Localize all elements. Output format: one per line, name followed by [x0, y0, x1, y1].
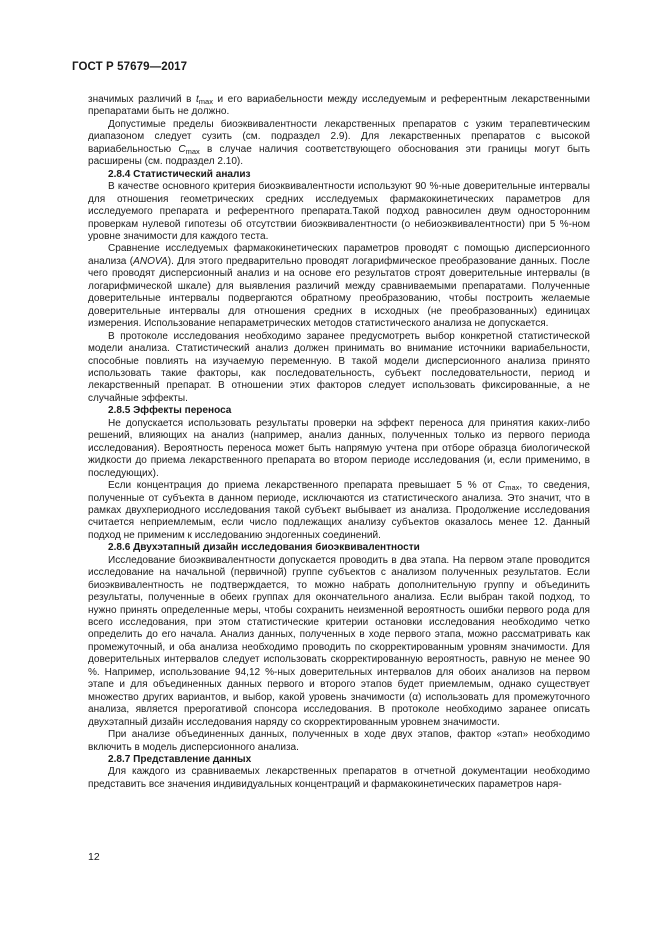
paragraph: Допустимые пределы биоэквивалентности лекарственных препаратов с узким терапевтическим диапазоном следует сузить (см. подраздел 2.9). Для лекарственных препаратов с высокой вариабельностью $C_{max}$ в случае наличия соответствующего обоснования эти границы могут быть расширены (см. подраздел 2.10). — [88, 118, 590, 168]
paragraph: Для каждого из сравниваемых лекарственных препаратов в отчетной документации необходимо представить все значения индивидуальных концентраций и фармакокинетических параметров наря- — [88, 766, 590, 790]
page-number: 12 — [88, 851, 100, 863]
section-heading: 2.8.7 Представление данных — [108, 754, 252, 766]
section-heading: 2.8.5 Эффекты переноса — [108, 405, 232, 417]
standard-header: ГОСТ Р 57679—2017 — [72, 61, 188, 73]
paragraph: При анализе объединенных данных, полученных в ходе двух этапов, фактор «этап» необходимо включить в модель дисперсионного анализа. — [88, 729, 590, 753]
body-text — [88, 94, 590, 791]
section-heading: 2.8.4 Статистический анализ — [108, 168, 251, 180]
paragraph: Исследование биоэквивалентности допускается проводить в два этапа. На первом этапе проводится исследование на начальной (первичной) группе субъектов с анализом полученных результатов. Если биоэквивалентность не подтверждается, то можно набрать дополнительную группу и объединить результаты, полученные в обеих группах для окончательного анализа. Если выбран такой подход, то нужно принять определенные меры, чтобы сохранить неизменной вероятность ошибки первого рода для всего исследования, при этом статистические критерии остановки исследования необходимо четко определить до его начала. Анализ данных, полученных в ходе первого этапа, можно рассматривать как промежуточный, и оба анализа необходимо проводить по скорректированным уровням значимости. Для доверительных интервалов следует использовать скорректированную вероятность, равную не менее 90 %. Например, использование 94,12 %-ных доверительных интервалов для обоих анализов на первом этапе и для объединенных данных первого и второго этапов будет приемлемым, однако существует множество других вариантов, и выбор, какой уровень значимости (α) использовать для промежуточного анализа, является прерогативой спонсора исследования. В протоколе необходимо заранее описать двухэтапный дизайн исследования наряду со скорректированным уровнем значимости. — [88, 554, 590, 728]
section-heading: 2.8.6 Двухэтапный дизайн исследования биоэквивалентности — [108, 542, 420, 554]
paragraph: Сравнение исследуемых фармакокинетических параметров проводят с помощью дисперсионного анализа (ANOVA). Для этого предварительно проводят логарифмическое преобразование данных. После чего проводят дисперсионный анализ и на основе его результатов строят доверительные интервалы (в логарифмической шкале) для выявления различий между сравниваемыми препаратами. Полученные доверительные интервалы подвергаются обратному преобразованию, чтобы построить желаемые доверительные интервалы для отношения средних в исходных (не преобразованных) единицах измерения. Использование непараметрических методов статистического анализа не допускается. — [88, 243, 591, 330]
paragraph: В качестве основного критерия биоэквивалентности используют 90 %-ные доверительные интервалы для отношения геометрических средних исследуемых фармакокинетических параметров для исследуемого препарата и референтного препарата.Такой подход равносилен двум односторонним проверкам нулевой гипотезы об отсутствии биоэквивалентности (о небиоэквивалентности) при 5 %-ном уровне значимости для каждого теста. — [88, 181, 590, 242]
paragraph: Если концентрация до приема лекарственного препарата превышает 5 % от $C_{max}$, то сведения, полученные от субъекта в данном периоде, исключаются из статистического анализа. Это значит, что в рамках двухпериодного исследования такой субъект выбывает из анализа. Продолжение исследования считается неприемлемым, если число подлежащих анализу субъектов оказалось менее 12. Данный подход не применим к исследованию эндогенных соединений. — [88, 480, 590, 541]
paragraph: значимых различий в $t_{max}$ и его вариабельности между исследуемым и референтным лекарственными препаратами быть не должно. — [88, 94, 590, 118]
paragraph: Не допускается использовать результаты проверки на эффект переноса для принятия каких-либо решений, влияющих на анализ (например, анализ данных, полученных только из первого периода исследования). Вероятность переноса может быть напрямую учтена при отборе образца биологической жидкости до приема лекарственного препарата во втором периоде исследования (и, если применимо, в последующих). — [88, 417, 590, 479]
paragraph: В протоколе исследования необходимо заранее предусмотреть выбор конкретной статистической модели анализа. Статистический анализ должен принимать во внимание источники вариабельности, способные повлиять на изучаемую переменную. В такой модели дисперсионного анализа принято использовать такие факторы, как последовательность, субъект последовательности, период и лекарственный препарат. В отношении этих факторов следует использовать фиксированные, а не случайные эффекты. — [88, 330, 590, 404]
